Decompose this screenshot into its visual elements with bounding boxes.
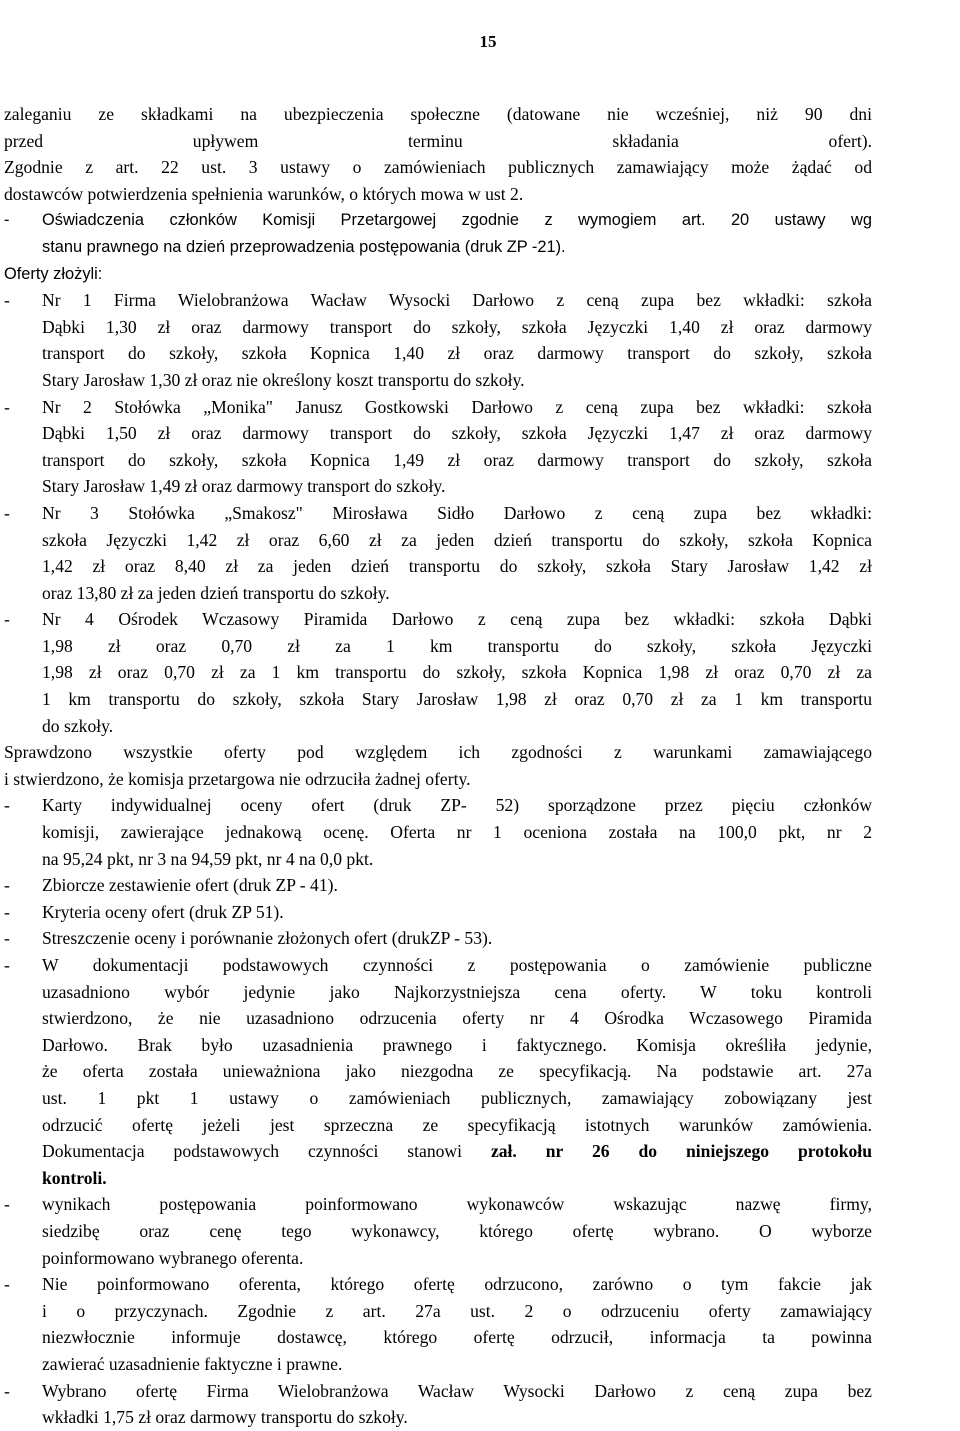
text-line: Dokumentacja podstawowych czynności stanowi zał. nr 26 do niniejszego protokołu [42,1141,872,1162]
text-line: ust. 1 pkt 1 ustawy o zamówieniach publicznych, zamawiający zobowiązany jest [42,1087,872,1108]
text-line: Nie poinformowano oferenta, którego ofertę odrzucono, zarówno o tym fakcie jak [42,1274,872,1295]
list-item [4,792,872,872]
text-line: 1,42 zł oraz 8,40 zł za jeden dzień transportu do szkoły, szkoła Stary Jarosław 1,42 zł [42,556,872,577]
text-line: Stary Jarosław 1,49 zł oraz darmowy transport do szkoły. [42,476,446,497]
text-line: odrzucić ofertę jeżeli jest sprzeczna ze specyfikacją istotnych warunków zamówienia. [42,1114,872,1135]
text-line: poinformowano wybranego oferenta. [42,1247,304,1268]
list-item [4,899,872,926]
text-line: oraz 13,80 zł za jeden dzień transportu do szkoły. [42,582,390,603]
text-line: na 95,24 pkt, nr 3 na 94,59 pkt, nr 4 na 0,0 pkt. [42,848,374,869]
list-item [4,1378,872,1431]
text-line: 1,98 zł oraz 0,70 zł za 1 km transportu do szkoły, szkoła Kopnica 1,98 zł oraz 0,70 zł za [42,662,872,683]
text-line: i o przyczynach. Zgodnie z art. 27a ust. 2 o odrzuceniu oferty zamawiający [42,1300,872,1321]
text-line: 1 km transportu do szkoły, szkoła Stary Jarosław 1,98 zł oraz 0,70 zł za 1 km transportu [42,689,872,710]
text-line: uzasadniono wybór jedynie jako Najkorzystniejsza cena oferty. W toku kontroli [42,981,872,1002]
text-line: wynikach postępowania poinformowano wykonawców wskazując nazwę firmy, [42,1194,872,1215]
text-line: Dąbki 1,50 zł oraz darmowy transport do szkoły, szkoła Języczki 1,47 zł oraz darmowy [42,423,872,444]
document-body [4,101,872,1431]
text-line: transport do szkoły, szkoła Kopnica 1,40 zł oraz darmowy transport do szkoły, szkoła [42,343,872,364]
bullet-dash: - [4,955,10,975]
list-item-text [42,952,872,1191]
text-line: Wybrano ofertę Firma Wielobranżowa Wacław Wysocki Darłowo z ceną zupa bez [42,1380,872,1401]
text-line: Nr 1 Firma Wielobranżowa Wacław Wysocki Darłowo z ceną zupa bez wkładki: szkoła [42,290,872,311]
bullet-dash: - [4,795,10,816]
text-line: niezwłocznie informuje dostawcę, którego ofertę odrzucił, informacja ta powinna [42,1327,872,1348]
list-item [4,394,872,500]
bullet-dash: - [4,928,10,949]
text-line: Zbiorcze zestawienie ofert (druk ZP - 41). [42,875,338,896]
text-line: Dąbki 1,30 zł oraz darmowy transport do szkoły, szkoła Języczki 1,40 zł oraz darmowy [42,316,872,337]
paragraph [4,101,872,207]
bold-reference: zał. nr 26 do niniejszego protokołu [490,1141,872,1162]
bullet-dash: - [4,502,10,523]
text-line: dostawców potwierdzenia spełnienia warunków, o których mowa w ust 2. [4,183,524,204]
paragraph [4,739,872,792]
text-line: stanu prawnego na dzień przeprowadzenia postępowania (druk ZP -21). [42,237,566,256]
page-number: 15 [479,32,497,51]
text-line: Darłowo. Brak było uzasadnienia prawnego i faktycznego. Komisja określiła jedynie, [42,1034,872,1055]
text-line: Oferty złożyli: [4,264,103,283]
list-item-text [42,792,872,872]
bullet-dash: - [4,1194,10,1215]
list-item-text [42,925,872,952]
text-line: i stwierdzono, że komisja przetargowa nie odrzuciła żadnej oferty. [4,768,471,789]
list-item-text [42,1191,872,1271]
bullet-dash: - [4,290,10,311]
text-line: przed upływem terminu składania ofert). [4,130,872,151]
bullet-dash: - [4,211,10,230]
bullet-dash: - [4,1274,10,1295]
list-item [4,207,872,260]
list-item-text [42,394,872,500]
text-line: szkoła Języczki 1,42 zł oraz 6,60 zł za jeden dzień transportu do szkoły, szkoła Kopnica [42,529,872,550]
list-item-text [42,287,872,393]
list-item-text [42,872,872,899]
bullet-dash: - [4,609,10,630]
list-item-text [42,899,872,926]
list-item [4,1191,872,1271]
list-item [4,287,872,393]
text-line: Stary Jarosław 1,30 zł oraz nie określony koszt transportu do szkoły. [42,369,525,390]
text-line: zawierać uzasadnienie faktyczne i prawne. [42,1353,343,1374]
text-line: wkładki 1,75 zł oraz darmowy transportu do szkoły. [42,1407,408,1428]
text-line: do szkoły. [42,715,114,736]
text-line: Zgodnie z art. 22 ust. 3 ustawy o zamówieniach publicznych zamawiający może żądać od [4,157,872,178]
text-line [42,1165,872,1192]
list-item [4,952,872,1191]
list-item [4,500,872,606]
text-line: Oświadczenia członków Komisji Przetargowej zgodnie z wymogiem art. 20 ustawy wg [42,211,872,230]
text-line: komisji, zawierające jednakową ocenę. Oferta nr 1 oceniona została na 100,0 pkt, nr 2 [42,822,872,843]
paragraph [4,261,872,288]
list-item-text [42,1271,872,1377]
list-item-text [42,1378,872,1431]
text-line: Sprawdzono wszystkie oferty pod względem ich zgodności z warunkami zamawiającego [4,742,872,763]
text-line: Nr 2 Stołówka „Monika" Janusz Gostkowski Darłowo z ceną zupa bez wkładki: szkoła [42,396,872,417]
list-item [4,1271,872,1377]
text-line: zaleganiu ze składkami na ubezpieczenia społeczne (datowane nie wcześniej, niż 90 dni [4,104,872,124]
list-item [4,606,872,739]
text-line: Streszczenie oceny i porównanie złożonych ofert (drukZP - 53). [42,928,493,949]
list-item [4,872,872,899]
bullet-dash: - [4,396,10,417]
text-line: W dokumentacji podstawowych czynności z postępowania o zamówienie publiczne [42,955,872,975]
text-line: że oferta została unieważniona jako niezgodna ze specyfikacją. Na podstawie art. 27a [42,1061,872,1082]
text-line: Karty indywidualnej oceny ofert (druk ZP- 52) sporządzone przez pięciu członków [42,795,872,816]
bullet-dash: - [4,875,10,896]
list-item-text [42,207,872,260]
list-item [4,925,872,952]
text-line: 1,98 zł oraz 0,70 zł za 1 km transportu do szkoły, szkoła Języczki [42,635,872,656]
text-line: siedzibę oraz cenę tego wykonawcy, którego ofertę wybrano. O wyborze [42,1220,872,1241]
bullet-dash: - [4,1380,10,1401]
list-item-text [42,500,872,606]
text-line: Nr 4 Ośrodek Wczasowy Piramida Darłowo z ceną zupa bez wkładki: szkoła Dąbki [42,609,872,630]
text-line: Kryteria oceny ofert (druk ZP 51). [42,901,284,922]
text-line: stwierdzono, że nie uzasadniono odrzucenia oferty nr 4 Ośrodka Wczasowego Piramida [42,1008,872,1029]
bullet-dash: - [4,901,10,922]
text-line: transport do szkoły, szkoła Kopnica 1,49 zł oraz darmowy transport do szkoły, szkoła [42,449,872,470]
text-line: Nr 3 Stołówka „Smakosz" Mirosława Sidło Darłowo z ceną zupa bez wkładki: [42,502,872,523]
bold-reference: kontroli. [42,1167,107,1188]
list-item-text [42,606,872,739]
